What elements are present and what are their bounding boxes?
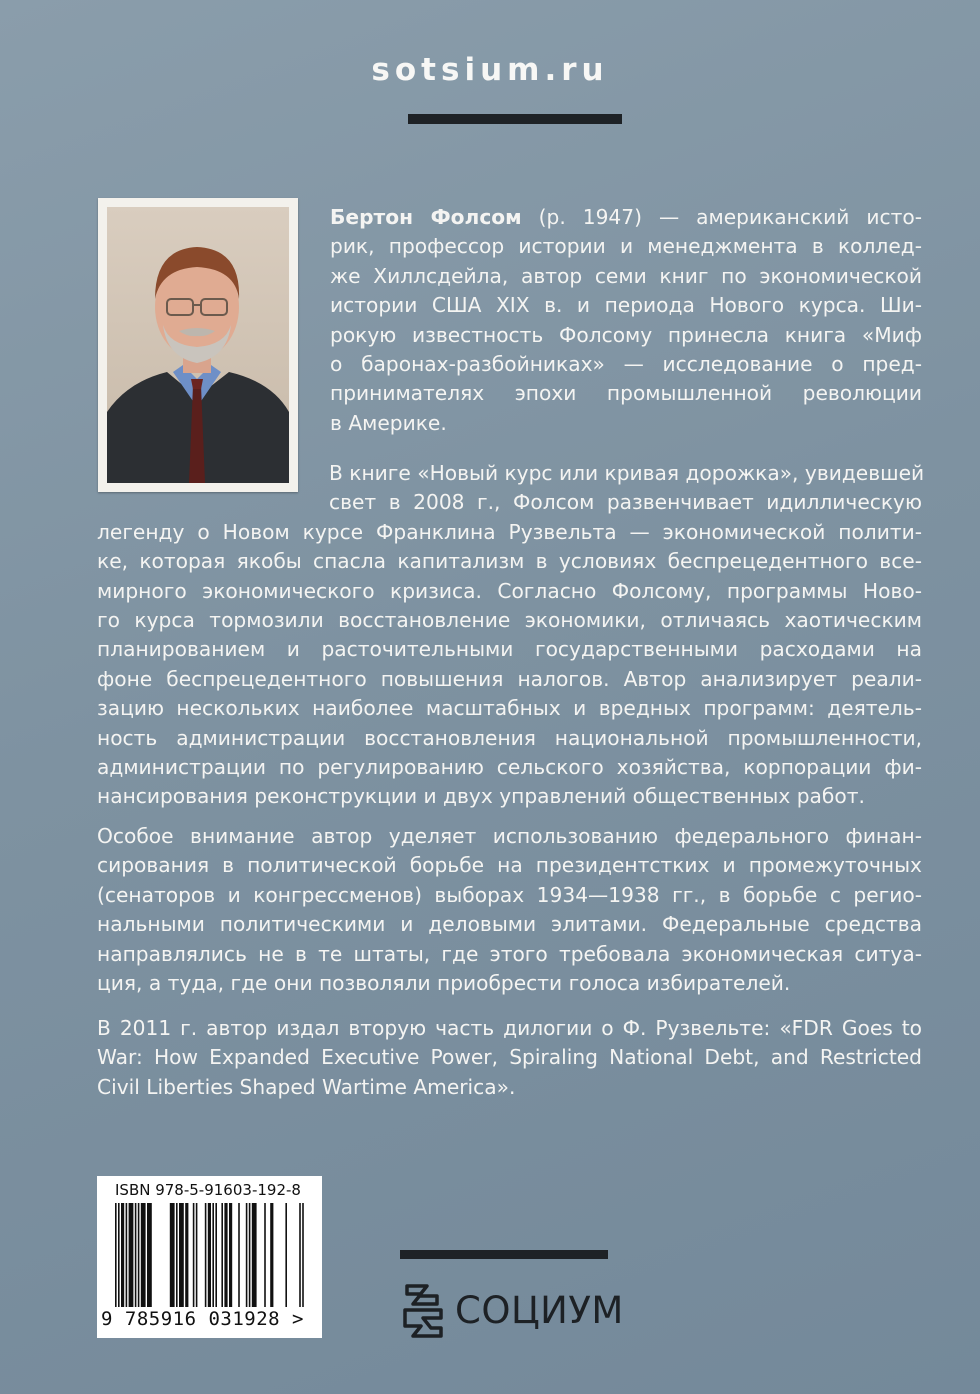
barcode-bar (238, 1203, 240, 1307)
barcode-bar (205, 1203, 207, 1307)
barcode-bar (215, 1203, 217, 1307)
barcode-bar (221, 1203, 223, 1307)
barcode-bar (270, 1203, 273, 1307)
barcode-bar (179, 1203, 184, 1307)
barcode-bar (246, 1203, 248, 1307)
barcode-bar (264, 1203, 266, 1307)
barcode-bar (193, 1203, 195, 1307)
sequel-paragraph: В 2011 г. автор издал вторую часть дилогии о Ф. Рузвельте: «FDR Goes to War: How Expanded Executive Power, Spiraling National Debt, and Restricted Civil Liberties Shaped Wartime America». (97, 1016, 922, 1099)
barcode-bar (212, 1203, 214, 1307)
barcode-bar (208, 1203, 211, 1307)
barcode-icon (115, 1203, 305, 1309)
author-name: Бертон Фолсом (330, 205, 522, 229)
isbn-digits: 9 785916 031928 > (101, 1308, 304, 1330)
funding-paragraph: Особое внимание автор уделяет использованию федерального финан- сирования в политической борьбе на президентстких и промежуточных (сенаторов и конгрессменов) выборах 1934—1938 гг., в борьбе с регио- нальными политическими и деловыми элитами. Федеральные средства направлялись не в те штаты, где этого требовала экономическая ситуа- ция, а туда, где они позволяли приобрести голоса избирателей. (97, 824, 922, 996)
barcode-bar (185, 1203, 188, 1307)
barcode-bar (224, 1203, 227, 1307)
barcode-bar (229, 1203, 232, 1307)
publisher-logo-icon (401, 1282, 449, 1340)
author-photo (98, 198, 298, 492)
barcode-bar (252, 1203, 257, 1307)
author-bio-paragraph: Бертон Фолсом (р. 1947) — американский исто- рик, профессор истории и менеджмента в коллед- же Хиллсдейла, автор семи книг по экономической истории США XIX в. и периода Нового курса. Ши- рокую известность Фолсому принесла книга «Миф о баронах-разбойниках» — исследование о пред- принимателях эпохи промышленной революции в Америке. (330, 205, 922, 435)
barcode-bar (129, 1203, 134, 1307)
barcode-bar (118, 1203, 120, 1307)
barcode-bar (196, 1203, 198, 1307)
isbn-label: ISBN 978-5-91603-192-8 (115, 1181, 301, 1199)
isbn-barcode-box (97, 1176, 322, 1338)
barcode-bar (141, 1203, 146, 1307)
barcode-bar (115, 1203, 117, 1307)
barcode-bar (147, 1203, 152, 1307)
barcode-bar (126, 1203, 128, 1307)
bottom-divider (400, 1250, 608, 1259)
barcode-bar (138, 1203, 140, 1307)
barcode-bar (299, 1203, 301, 1307)
publisher-name: СОЦИУМ (455, 1289, 624, 1332)
barcode-bar (135, 1203, 137, 1307)
author-portrait-image (107, 207, 289, 483)
barcode-bar (302, 1203, 304, 1307)
barcode-bar (176, 1203, 178, 1307)
barcode-bar (285, 1203, 287, 1307)
site-url: sotsium.ru (371, 52, 609, 88)
barcode-bar (121, 1203, 124, 1307)
barcode-bar (249, 1203, 251, 1307)
barcode-bar (170, 1203, 175, 1307)
top-divider (408, 114, 622, 124)
book-summary-paragraph: В книге «Новый курс или кривая дорожка», увидевшей свет в 2008 г., Фолсом развенчивает идиллическую легенду о Новом курсе Франклина Рузвельта — экономической полити- ке, которая якобы спасла капитализм в условиях беспрецедентного все- мирного экономического кризиса. Согласно Фолсому, программы Ново- го курса тормозили восстановление экономики, отличаясь хаотическим планированием и расточительными государственными расходами на фоне беспрецедентного повышения налогов. Автор анализирует реали- зацию нескольких наиболее масштабных и вредных программ: деятель- ность администрации восстановления национальной промышленности, администрации по регулированию сельского хозяйства, корпорации фи- нансирования реконструкции и двух управлений общественных работ. (97, 461, 925, 809)
